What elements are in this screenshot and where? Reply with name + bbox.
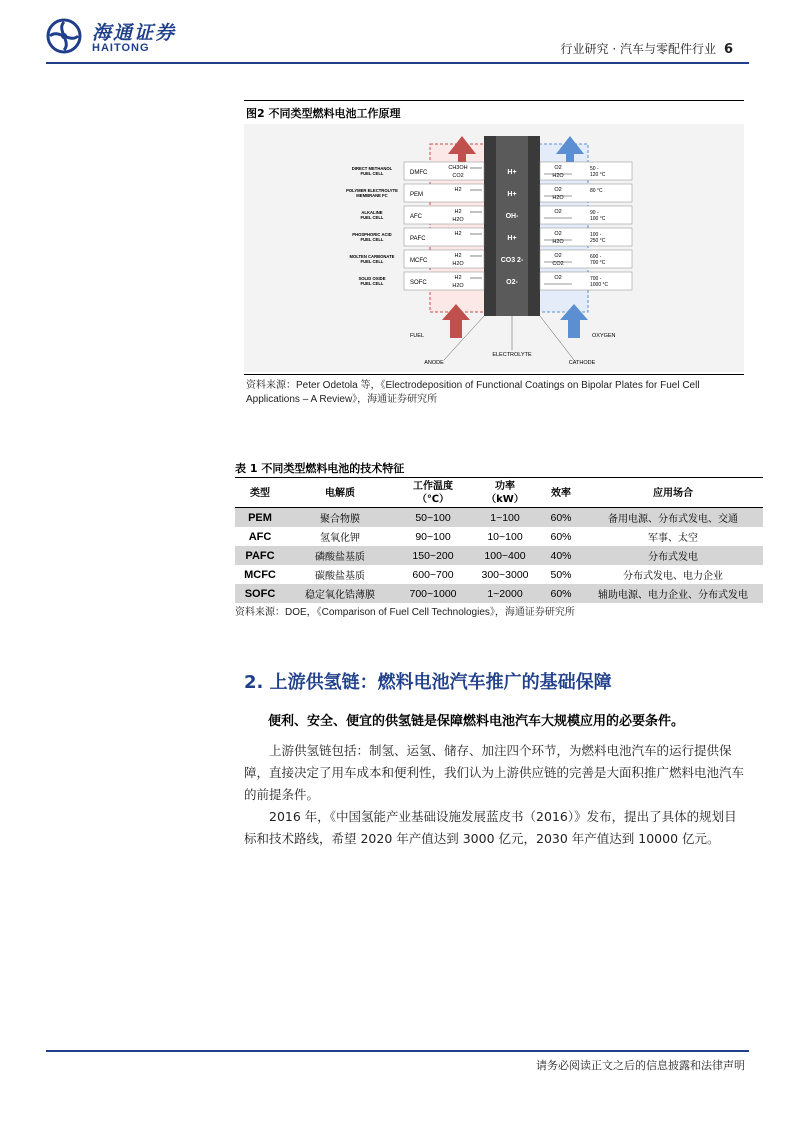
table-cell: 300~3000 (481, 568, 529, 581)
table-cell: 辅助电源、电力企业、分布式发电 (583, 584, 763, 603)
cathode-label: CATHODE (568, 360, 596, 366)
fc-row-code: PEM (410, 192, 424, 198)
fc-row-cathode-out: H2O (552, 195, 564, 201)
body-paragraph: 上游供氢链包括：制氢、运氢、储存、加注四个环节，为燃料电池汽车的运行提供保障，直接决定了用车成本和便利性，我们认为上游供应链的完善是大面积推广燃料电池汽车的前提条件。 (244, 743, 745, 802)
fc-row-ion: H+ (507, 235, 517, 242)
table-cell: 稳定氧化锆薄膜 (285, 584, 395, 603)
body-paragraph: 2016 年，《中国氢能产业基础设施发展蓝皮书（2016）》发布，提出了具体的规划目标和技术路线，希望 2020 年产值达到 3000 亿元，2030 年产值达到 10000 亿元。 (244, 809, 737, 846)
fc-row-ion: H+ (507, 191, 517, 198)
table-header: 类型 (235, 479, 285, 508)
table-cell: 50~100 (395, 508, 471, 528)
header-divider (46, 62, 749, 64)
fc-row-anode-out: H2O (452, 217, 464, 223)
anode-label: ANODE (424, 360, 444, 366)
fc-row-temp: 700 -1000 °C (590, 276, 609, 288)
table-cell: 氢氧化钾 (320, 533, 360, 544)
fc-row-name: MOLTEN CARBONATE FUEL CELL (349, 254, 395, 264)
fc-row-ion: O2- (506, 279, 518, 286)
fc-row-ion: CO3 2- (500, 257, 524, 264)
table-cell: 90~100 (415, 530, 451, 543)
table-cell: SOFC (235, 584, 285, 603)
fc-row-code: MCFC (410, 258, 428, 264)
table-top-rule (235, 477, 763, 478)
oxygen-label: OXYGEN (592, 333, 616, 339)
fc-row-cathode-in: O2 (554, 253, 562, 259)
fc-row-fuel: H2 (454, 187, 462, 193)
figure-title: 图2 不同类型燃料电池工作原理 (246, 107, 401, 120)
table-cell: AFC (248, 530, 272, 543)
table-cell: 分布式发电、电力企业 (623, 571, 723, 582)
table-header-row (235, 479, 763, 508)
fc-row-anode-out: CO2 (452, 173, 464, 179)
fc-row-code: PAFC (410, 236, 426, 242)
fuel-cell-table (235, 479, 763, 603)
fc-row-cathode-in: O2 (554, 165, 562, 171)
fc-row-cathode-in: O2 (554, 187, 562, 193)
table-cell: 40% (539, 546, 583, 565)
table-row (235, 546, 763, 565)
page-number: 6 (723, 42, 733, 57)
fc-row-fuel: H2 (454, 253, 462, 259)
fc-row-temp: 90 -100 °C (590, 210, 606, 222)
table-cell: 聚合物膜 (285, 508, 395, 528)
table-cell: 军事、太空 (648, 533, 698, 544)
fc-row-cathode-in: O2 (554, 231, 562, 237)
table-cell: 50% (550, 568, 572, 581)
fuel-cell-diagram (244, 124, 744, 372)
table-cell: MCFC (244, 568, 276, 581)
fc-row-name: SOLID OXIDE FUEL CELL (358, 276, 386, 286)
table-title: 表 1 不同类型燃料电池的技术特征 (235, 462, 405, 475)
table-cell: 10~100 (487, 530, 523, 543)
footer-disclaimer: 请务必阅读正文之后的信息披露和法律声明 (536, 1059, 745, 1072)
fc-row-temp: 600 -700 °C (590, 254, 606, 266)
table-cell: 60% (539, 584, 583, 603)
fuel-cell-diagram-svg (244, 124, 744, 372)
footer-divider (46, 1050, 749, 1052)
fc-row-anode-out: H2O (452, 283, 464, 289)
table-cell: 碳酸盐基质 (315, 571, 365, 582)
table-cell: 600~700 (412, 568, 454, 581)
header-section (561, 40, 734, 57)
brand-name-en: HAITONG (92, 42, 150, 54)
fc-row-name: PHOSPHORIC ACID FUEL CELL (352, 232, 392, 242)
haitong-logo-icon (46, 18, 82, 54)
table-header: 电解质 (285, 479, 395, 508)
fc-row-fuel: H2 (454, 231, 462, 237)
table-header: 功率 （kW） (471, 479, 539, 508)
electrolyte-label: ELECTROLYTE (492, 352, 532, 358)
table-row (235, 584, 763, 603)
fc-row-cathode-in: O2 (554, 275, 562, 281)
table-row (235, 508, 763, 528)
section-title: 2. 上游供氢链：燃料电池汽车推广的基础保障 (244, 672, 612, 693)
header-section-label: 行业研究 · 汽车与零配件行业 (560, 42, 716, 56)
table-cell: PAFC (235, 546, 285, 565)
fc-row-cathode-in: O2 (554, 209, 562, 215)
fc-row-name: DIRECT METHANOL FUEL CELL (351, 166, 393, 176)
fc-row-fuel: H2 (454, 209, 462, 215)
table-cell: 磷酸盐基质 (285, 546, 395, 565)
table-row (235, 565, 763, 584)
fc-row-ion: OH- (505, 213, 519, 220)
table-cell: 备用电源、分布式发电、交通 (583, 508, 763, 528)
table-cell: PEM (235, 508, 285, 528)
table-cell: 分布式发电 (583, 546, 763, 565)
fc-row-cathode-out: CO2 (552, 261, 564, 267)
table-cell: 150~200 (395, 546, 471, 565)
table-cell: 100~400 (471, 546, 539, 565)
fc-row-anode-out: H2O (452, 261, 464, 267)
brand-name-cn: 海通证券 (92, 22, 177, 44)
fc-row-temp: 100 -250 °C (590, 232, 606, 244)
fc-row-cathode-out: H2O (552, 239, 564, 245)
fc-row-temp: 50 -120 °C (590, 166, 606, 178)
table-cell: 60% (539, 508, 583, 528)
fc-row-temp: 80 °C (590, 188, 603, 194)
fc-row-fuel: H2 (454, 275, 462, 281)
table-header: 效率 (539, 479, 583, 508)
fc-row-code: SOFC (410, 280, 427, 286)
table-header: 工作温度 （℃） (395, 479, 471, 508)
table-source: 资料来源：DOE，《Comparison of Fuel Cell Technologies》，海通证券研究所 (235, 607, 575, 618)
fc-row-name: POLYMER ELECTROLYTE MEMBRANE FC (346, 188, 398, 198)
fc-row-code: DMFC (410, 170, 428, 176)
table-row (235, 527, 763, 546)
electrolyte-core (496, 136, 528, 316)
fc-row-code: AFC (410, 214, 422, 220)
fc-row-cathode-out: H2O (552, 173, 564, 179)
figure-top-rule (244, 100, 744, 101)
table-cell: 60% (550, 530, 572, 543)
fc-row-ion: H+ (507, 169, 517, 176)
fc-row-name: ALKALINE FUEL CELL (360, 210, 384, 220)
table-cell: 700~1000 (395, 584, 471, 603)
table-cell: 1~2000 (471, 584, 539, 603)
fc-row-fuel: CH3OH (448, 165, 468, 171)
section-lead: 便利、安全、便宜的供氢链是保障燃料电池汽车大规模应用的必要条件。 (268, 714, 685, 729)
figure-bottom-rule (244, 374, 744, 375)
table-cell: 1~100 (471, 508, 539, 528)
figure-source: 资料来源：Peter Odetola 等，《Electrodeposition of Functional Coatings on Bipolar Plates for Fuel Cell Applications – A Review》，海通证券研究所 (246, 380, 700, 405)
table-header: 应用场合 (583, 479, 763, 508)
fuel-label: FUEL (409, 333, 424, 339)
